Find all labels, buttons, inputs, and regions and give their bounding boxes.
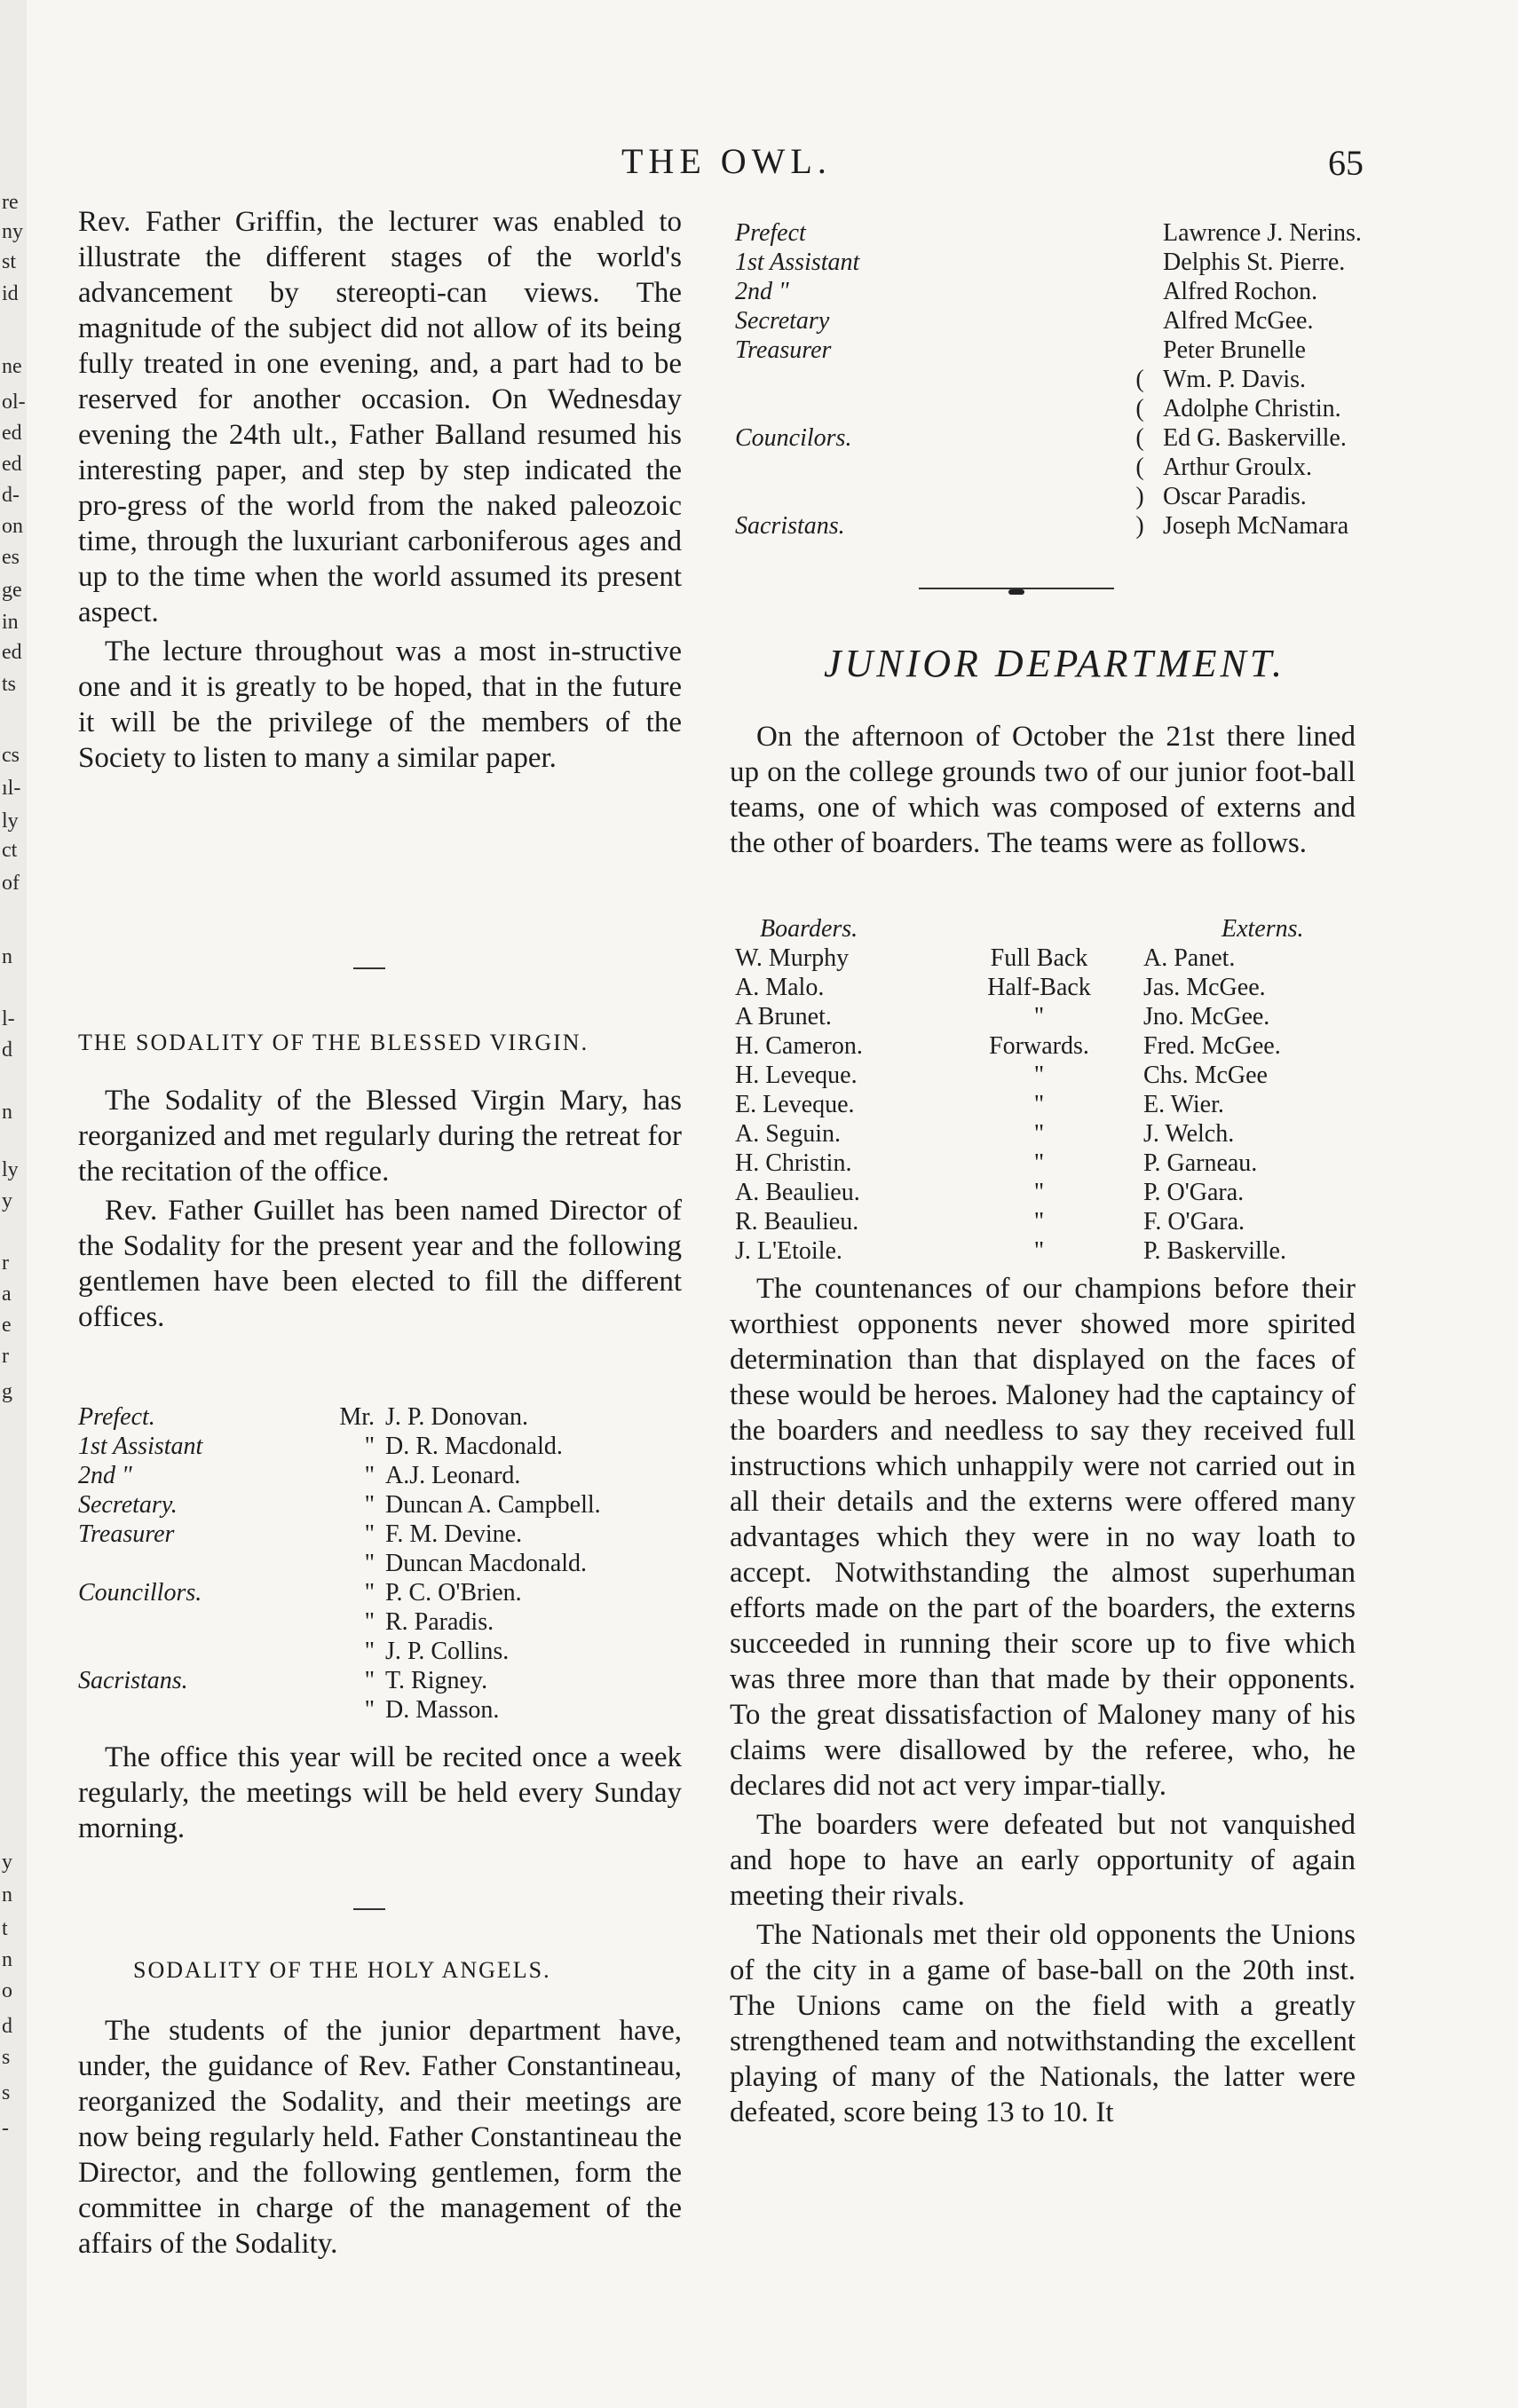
margin-fragment: s [2,2081,11,2104]
ornament-mark [1008,584,1024,600]
paragraph: The office this year will be recited once a week regularly, the meetings will be held every Sunday morning. [78,1741,682,1844]
margin-fragment: y [2,1851,12,1874]
officer-row: ( Adolphe Christin. [1135,395,1341,422]
running-title: THE OWL. [621,141,832,181]
paragraph: Rev. Father Griffin, the lecturer was enabled to illustrate the different stages of the world's advancement by stereopti-can views. The magnitude of the subject did not allow of its being fully treated in one evening, and, a part had to be reserved for another occasion. On Wednesday evening the 24th ult., Father Balland resumed his interesting paper, and step by step indicated the pro-gress of the world from the naked paleozoic time, through the luxuriant carboniferous ages and up to the time when the world assumed its present aspect. [78,206,682,628]
margin-fragment: ed [2,641,22,664]
paragraph: The Nationals met their old opponents the Unions of the city in a game of base-ball on the 20th inst. The Unions came on the field with a greatly strengthened team and notwithstanding the excellent playing of many of the Nationals, the latter were defeated, score being 13 to 10. It [730,1919,1356,2128]
office-paragraph [78,1740,682,1850]
margin-fragment: ny [2,220,23,243]
officer-row: Treasurer " F. M. Devine. [78,1520,523,1548]
section-heading-sodality: THE SODALITY OF THE BLESSED VIRGIN. [78,1030,589,1055]
margin-fragment: n [2,1948,12,1971]
team-row: H. Christin. " P. Garneau. [735,1149,1258,1177]
margin-fragment: es [2,546,20,569]
margin-fragment: on [2,515,23,538]
margin-fragment: l- [2,1007,15,1030]
margin-fragment: n [2,1883,12,1907]
margin-fragment: n [2,1101,12,1124]
margin-fragment: d [2,1038,12,1062]
margin-fragment: re [2,191,19,214]
match-report [730,1271,1356,2134]
team-row: A. Beaulieu. " P. O'Gara. [735,1179,1245,1206]
margin-fragment: o [2,1979,12,2002]
junior-intro [730,719,1356,865]
junior-sodality-officers-list [735,218,1374,541]
officer-row: Secretary Alfred McGee. [735,307,1314,335]
officer-row: Sacristans. " T. Rigney. [78,1667,488,1694]
margin-fragment: g [2,1380,12,1403]
officer-row: " R. Paradis. [364,1608,494,1636]
team-row: H. Cameron. Forwards. Fred. McGee. [735,1032,1281,1060]
paragraph: The Sodality of the Blessed Virgin Mary, has reorganized and met regularly during the retreat for the recitation of the office. [78,1085,682,1188]
margin-fragment: of [2,872,20,895]
sodality-paragraphs [78,1083,682,1338]
page-number: 65 [1328,143,1364,183]
officer-row: 1st Assistant " D. R. Macdonald. [78,1433,563,1460]
holy-angels-paragraph [78,2013,682,2265]
margin-fragment: d- [2,484,20,507]
margin-fragment: in [2,611,19,634]
teams-list [735,914,1356,1266]
margin-fragment: ıl- [2,777,21,800]
section-divider [353,1908,385,1910]
margin-fragment: ed [2,453,22,476]
paragraph: The boarders were defeated but not vanquished and hope to have an early opportunity of again meeting their rivals. [730,1809,1356,1912]
officer-row: Councillors. " P. C. O'Brien. [78,1579,522,1607]
margin-fragment: s [2,2046,11,2069]
paragraph: The students of the junior department have, under, the guidance of Rev. Father Constantineau, reorganized the Sodality, and their meetings are now being regularly held. Father Constantineau the Director, and the following gentlemen, form the committee in charge of the management of the affairs of the Sodality. [78,2015,682,2260]
paragraph: Rev. Father Guillet has been named Director of the Sodality for the present year and the following gentlemen have been elected to fill the different offices. [78,1195,682,1333]
teams-header: Boarders. Externs. [760,915,1304,943]
officer-row: " Duncan Macdonald. [364,1550,588,1577]
margin-fragment: ly [2,809,19,833]
margin-fragment: ol- [2,391,26,414]
officer-row: Sacristans. ) Joseph McNamara [735,512,1349,540]
officer-row: ) Oscar Paradis. [1135,483,1307,510]
margin-fragment: n [2,945,12,968]
margin-fragment: ge [2,579,22,602]
margin-fragment: st [2,250,17,273]
team-row: R. Beaulieu. " F. O'Gara. [735,1208,1245,1236]
team-row: H. Leveque. " Chs. McGee [735,1062,1268,1089]
margin-fragment: r [2,1345,9,1368]
team-row: J. L'Etoile. " P. Baskerville. [735,1237,1286,1265]
officer-row: 2nd " " A.J. Leonard. [78,1462,521,1489]
officer-row: 1st Assistant Delphis St. Pierre. [735,249,1346,276]
officer-row: ( Arthur Groulx. [1135,454,1312,481]
margin-fragment: ct [2,839,18,862]
margin-fragment: t [2,1917,8,1940]
officer-row: 2nd " Alfred Rochon. [735,278,1318,305]
margin-fragment: ly [2,1158,19,1181]
paragraph: The countenances of our champions before their worthiest opponents never showed more spirited determination than that displayed on the faces of these would be heroes. Maloney had the captaincy of the boarders and needless to say they received full instructions which unhappily were not carried out in all their details and the externs were offered many advantages which they were in no way loath to accept. Notwithstanding the almost superhuman efforts made on the part of the boarders, the externs succeeded in running their score up to five which was three more than that made by their opponents. To the great dissatisfaction of Maloney many of his claims were disallowed by the referee, who, he declares did not act very impar-tially. [730,1273,1356,1802]
section-heading-holy-angels: SODALITY OF THE HOLY ANGELS. [133,1957,551,1983]
team-row: E. Leveque. " E. Wier. [735,1091,1224,1118]
margin-fragment: ne [2,355,22,378]
officer-row: ( Wm. P. Davis. [1135,366,1306,393]
margin-fragment: cs [2,744,20,767]
margin-fragment: e [2,1314,12,1337]
margin-fragment: a [2,1283,12,1306]
team-row: A Brunet. " Jno. McGee. [735,1003,1270,1030]
section-heading-junior-department: JUNIOR DEPARTMENT. [823,642,1286,685]
officer-row: Secretary. " Duncan A. Campbell. [78,1491,601,1519]
margin-fragment: d [2,2015,12,2038]
margin-fragment: r [2,1251,9,1275]
left-intro [78,204,682,779]
margin-fragment: y [2,1189,12,1212]
officer-row: Councilors. ( Ed G. Baskerville. [735,424,1347,452]
team-row: A. Malo. Half-Back Jas. McGee. [735,974,1266,1001]
officer-row: Prefect Lawrence J. Nerins. [735,219,1362,247]
margin-fragment: - [2,2117,9,2140]
sodality-officers-list [78,1402,682,1725]
margin-fragment: id [2,282,19,305]
team-row: W. Murphy Full Back A. Panet. [735,944,1236,972]
margin-fragment: ts [2,673,17,696]
paragraph: The lecture throughout was a most in-structive one and it is greatly to be hoped, that in the future it will be the privilege of the members of the Society to listen to many a similar paper. [78,636,682,774]
paragraph: On the afternoon of October the 21st there lined up on the college grounds two of our junior foot-ball teams, one of which was composed of externs and the other of boarders. The teams were as follows. [730,721,1356,859]
margin-fragment: ed [2,422,22,445]
officer-row: Prefect. Mr. J. P. Donovan. [78,1403,529,1431]
team-row: A. Seguin. " J. Welch. [735,1120,1235,1148]
officer-row: Treasurer Peter Brunelle [735,336,1306,364]
section-divider [353,967,385,969]
officer-row: " D. Masson. [364,1696,500,1724]
officer-row: " J. P. Collins. [364,1638,510,1665]
